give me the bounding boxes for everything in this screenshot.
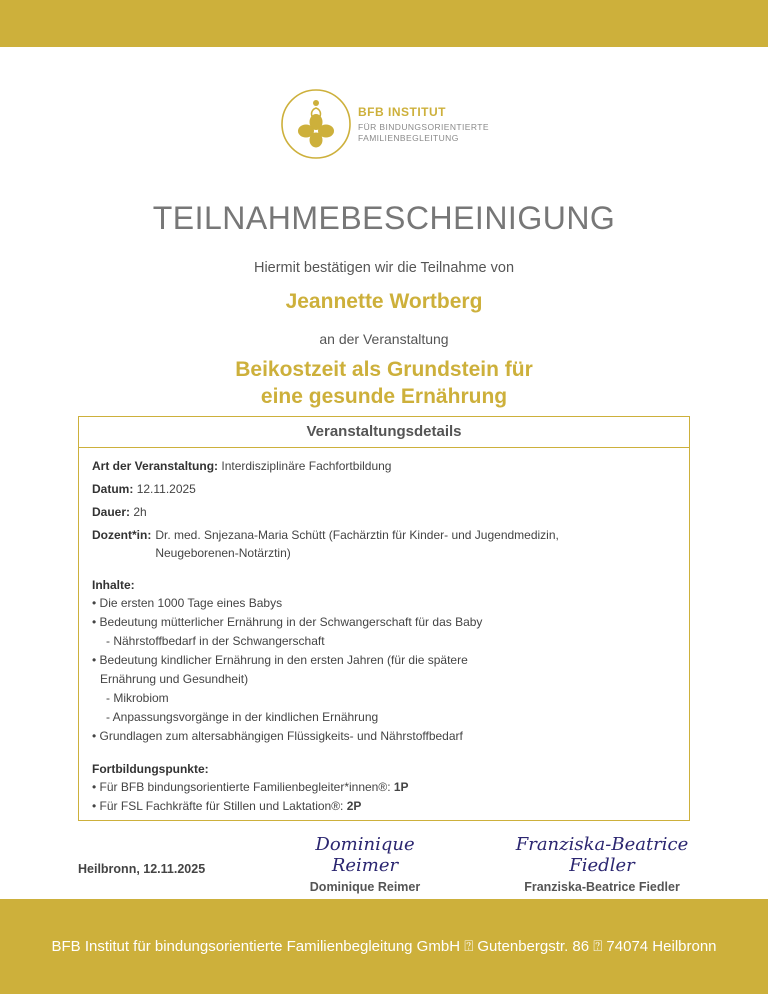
signature-script: Dominique Reimer xyxy=(315,834,415,876)
participant-name: Jeannette Wortberg xyxy=(285,290,483,313)
signatory-name: Dominique Reimer xyxy=(309,880,421,894)
date-row xyxy=(92,480,677,498)
content-subitem: - Anpassungsvorgänge in der kindlichen Ernährung xyxy=(106,710,379,724)
logo-subtitle-2: FAMILIENBEGLEITUNG xyxy=(358,132,459,143)
points-item xyxy=(92,797,677,816)
bfb-flower-icon xyxy=(280,88,352,160)
footer-bar xyxy=(0,899,768,994)
top-accent-bar xyxy=(0,0,768,47)
footer-address: BFB Institut für bindungsorientierte Familienbegleitung GmbH ⍰ Gutenbergstr. 86 ⍰ 74074 Heilbronn xyxy=(51,938,717,955)
date-label: Datum: xyxy=(92,482,134,496)
points-item xyxy=(92,778,677,797)
lecturer-line-1: Dr. med. Snjezana-Maria Schütt (Fachärztin für Kinder- und Jugendmedizin, xyxy=(155,528,559,542)
details-heading: Veranstaltungsdetails xyxy=(79,417,689,448)
signature-area xyxy=(0,834,768,894)
duration-value: 2h xyxy=(133,505,147,519)
signature-block xyxy=(280,834,450,894)
contents-label: Inhalte: xyxy=(92,578,135,592)
duration-label: Dauer: xyxy=(92,505,131,519)
event-type-row xyxy=(92,457,677,475)
lecturer-row xyxy=(92,526,677,562)
institute-logo xyxy=(280,88,489,160)
content-item: • Grundlagen zum altersabhängigen Flüssigkeits- und Nährstoffbedarf xyxy=(92,729,463,743)
event-type-label: Art der Veranstaltung: xyxy=(92,459,219,473)
points-item-value: 2P xyxy=(346,799,362,813)
points-label: Fortbildungspunkte: xyxy=(92,762,209,776)
points-item-text: • Für BFB bindungsorientierte Familienbegleiter*innen®: xyxy=(92,780,391,794)
points-item-value: 1P xyxy=(393,780,409,794)
content-item: • Bedeutung mütterlicher Ernährung in der Schwangerschaft für das Baby xyxy=(92,615,483,629)
content-subitem: - Nährstoffbedarf in der Schwangerschaft xyxy=(106,634,325,648)
certificate-heading: TEILNAHMEBESCHEINIGUNG xyxy=(152,200,616,236)
place-date: Heilbronn, 12.11.2025 xyxy=(78,862,206,876)
content-subitem: - Mikrobiom xyxy=(106,691,169,705)
signature-block xyxy=(482,834,722,894)
lecturer-line-2: Neugeborenen-Notärztin) xyxy=(155,546,291,560)
points-item-text: • Für FSL Fachkräfte für Stillen und Laktation®: xyxy=(92,799,344,813)
content-item: • Bedeutung kindlicher Ernährung in den ersten Jahren (für die spätere xyxy=(92,653,468,667)
logo-subtitle-1: FÜR BINDUNGSORIENTIERTE xyxy=(358,121,489,132)
duration-row xyxy=(92,503,677,521)
event-title-line-2: eine gesunde Ernährung xyxy=(260,385,508,408)
event-title-line-1: Beikostzeit als Grundstein für xyxy=(235,358,533,381)
event-title xyxy=(0,356,768,410)
content-item-continued: Ernährung und Gesundheit) xyxy=(100,672,249,686)
logo-title: BFB INSTITUT xyxy=(358,104,446,119)
signature-script: Franziska-Beatrice Fiedler xyxy=(515,834,689,876)
event-details-box xyxy=(78,416,690,821)
date-value: 12.11.2025 xyxy=(136,482,196,496)
signatory-name: Franziska-Beatrice Fiedler xyxy=(524,880,680,894)
event-label: an der Veranstaltung xyxy=(319,331,449,347)
event-type-value: Interdisziplinäre Fachfortbildung xyxy=(221,459,392,473)
confirmation-text: Hiermit bestätigen wir die Teilnahme von xyxy=(253,260,515,276)
lecturer-label: Dozent*in: xyxy=(92,528,152,542)
content-item: • Die ersten 1000 Tage eines Babys xyxy=(92,596,283,610)
